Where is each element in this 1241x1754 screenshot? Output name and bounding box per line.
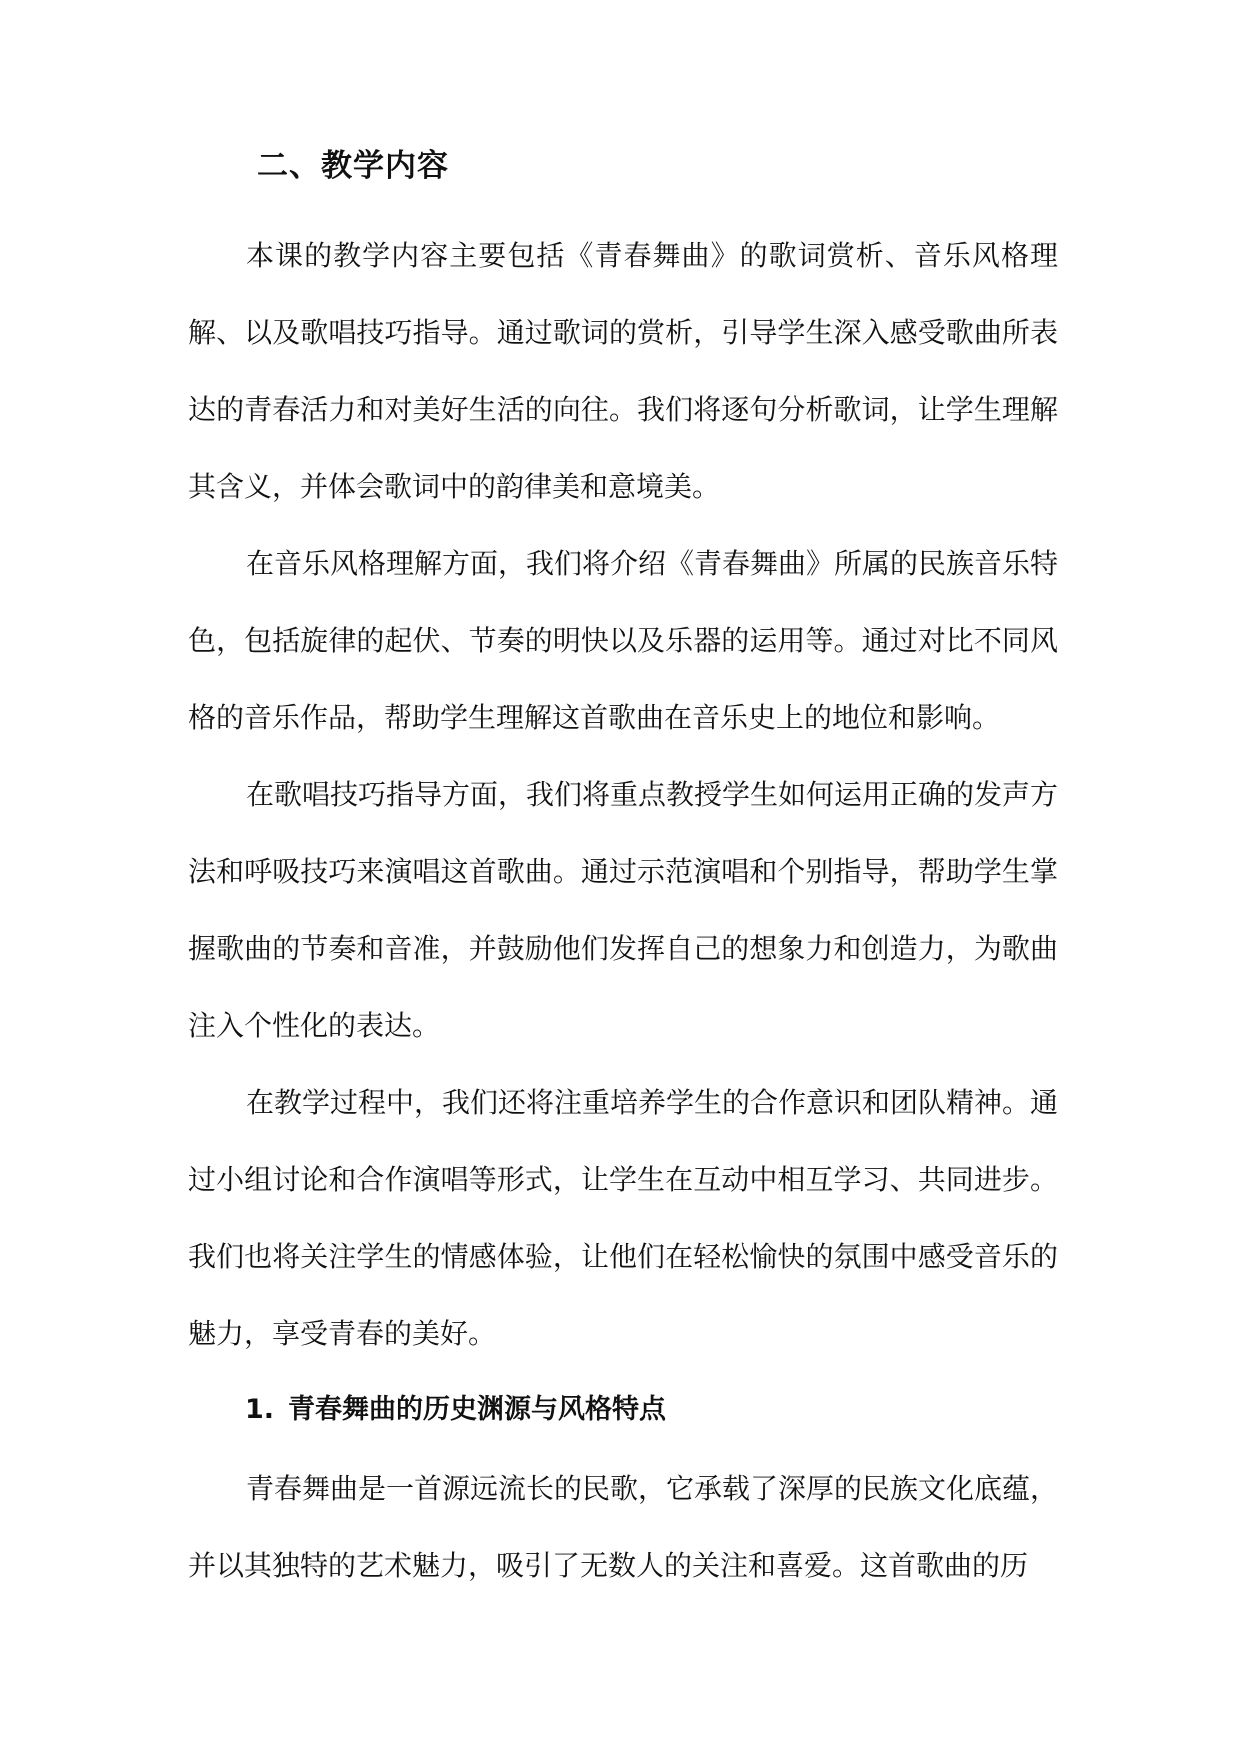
- subsection-heading: [245, 1392, 666, 1428]
- paragraph-history: 青春舞曲是一首源远流长的民歌，它承载了深厚的民族文化底蕴，并以其独特的艺术魅力，吸引了无数人的关注和喜爱。这首歌曲的历: [188, 1472, 1059, 1582]
- subsection-title: 青春舞曲的历史渊源与风格特点: [288, 1394, 667, 1425]
- section-heading: 二、教学内容: [257, 148, 449, 184]
- paragraph-lyrics-analysis: 本课的教学内容主要包括《青春舞曲》的歌词赏析、音乐风格理解、以及歌唱技巧指导。通过歌词的赏析，引导学生深入感受歌曲所表达的青春活力和对美好生活的向往。我们将逐句分析歌词，让学生理解其含义，并体会歌词中的韵律美和意境美。: [188, 239, 1058, 503]
- subsection-number: 1.: [245, 1394, 275, 1425]
- paragraph-singing-technique: 在歌唱技巧指导方面，我们将重点教授学生如何运用正确的发声方法和呼吸技巧来演唱这首歌曲。通过示范演唱和个别指导，帮助学生掌握歌曲的节奏和音准，并鼓励他们发挥自己的想象力和创造力，为歌曲注入个性化的表达。: [188, 778, 1059, 1042]
- paragraph-teamwork: 在教学过程中，我们还将注重培养学生的合作意识和团队精神。通过小组讨论和合作演唱等形式，让学生在互动中相互学习、共同进步。我们也将关注学生的情感体验，让他们在轻松愉快的氛围中感受音乐的魅力，享受青春的美好。: [188, 1086, 1059, 1350]
- paragraph-music-style: 在音乐风格理解方面，我们将介绍《青春舞曲》所属的民族音乐特色，包括旋律的起伏、节奏的明快以及乐器的运用等。通过对比不同风格的音乐作品，帮助学生理解这首歌曲在音乐史上的地位和影响。: [188, 547, 1059, 734]
